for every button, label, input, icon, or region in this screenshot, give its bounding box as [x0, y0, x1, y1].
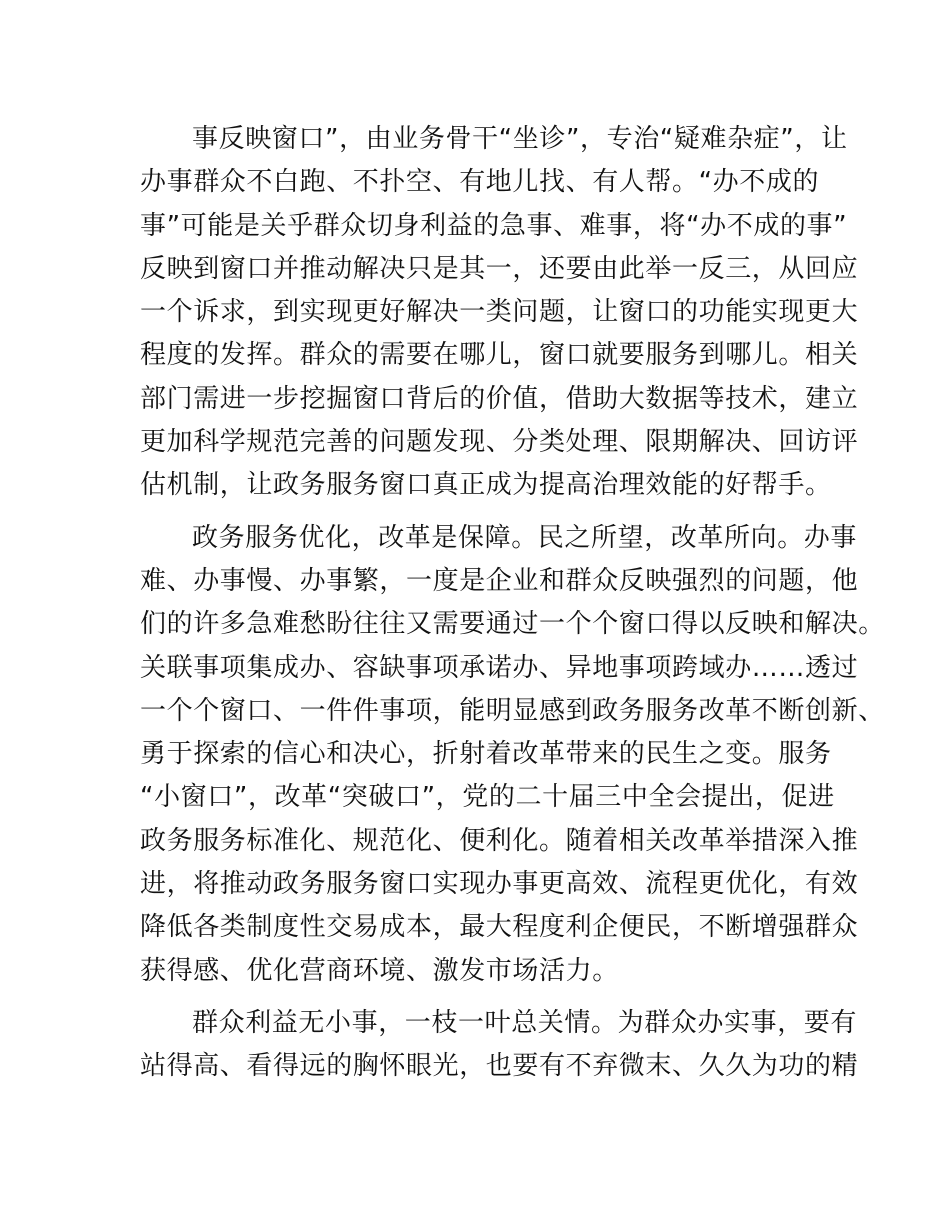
- paragraph-1: [140, 118, 859, 508]
- text-line: 获得感、优化营商环境、激发市场活力。: [140, 955, 619, 986]
- text-line: 难、办事慢、办事繁，一度是企业和群众反映强烈的问题，他: [140, 565, 859, 596]
- text-line: 更加科学规范完善的问题发现、分类处理、限期解决、回访评: [140, 427, 859, 458]
- text-line: 办事群众不白跑、不扑空、有地儿找、有人帮。“办不成的: [140, 167, 820, 198]
- text-line: 进，将推动政务服务窗口实现办事更高效、流程更优化，有效: [140, 869, 859, 900]
- document-page: [140, 118, 885, 1098]
- text-line: 一个诉求，到实现更好解决一类问题，让窗口的功能实现更大: [140, 297, 859, 328]
- text-line: 政务服务优化，改革是保障。民之所望，改革所向。办事: [192, 522, 858, 553]
- text-line: 勇于探索的信心和决心，折射着改革带来的民生之变。服务: [140, 739, 832, 770]
- paragraph-2: [140, 517, 885, 993]
- paragraph-3: [140, 1002, 859, 1089]
- text-line: 估机制，让政务服务窗口真正成为提高治理效能的好帮手。: [140, 470, 832, 501]
- text-line: 部门需进一步挖掘窗口背后的价值，借助大数据等技术，建立: [140, 383, 859, 414]
- text-line: 程度的发挥。群众的需要在哪儿，窗口就要服务到哪儿。相关: [140, 340, 859, 371]
- text-line: 事”可能是关乎群众切身利益的急事、难事，将“办不成的事”: [140, 210, 848, 241]
- text-line: 站得高、看得远的胸怀眼光，也要有不弃微末、久久为功的精: [140, 1051, 859, 1082]
- text-line: 一个个窗口、一件件事项，能明显感到政务服务改革不断创新、: [140, 695, 885, 726]
- text-line: 反映到窗口并推动解决只是其一，还要由此举一反三，从回应: [140, 253, 859, 284]
- text-line: 降低各类制度性交易成本，最大程度利企便民，不断增强群众: [140, 912, 859, 943]
- text-line: 事反映窗口”，由业务骨干“坐诊”，专治“疑难杂症”，让: [192, 124, 848, 154]
- text-line: 关联事项集成办、容缺事项承诺办、异地事项跨域办……透过: [140, 652, 859, 683]
- text-line: 政务服务标准化、规范化、便利化。随着相关改革举措深入推: [140, 825, 859, 856]
- text-line: “小窗口”，改革“突破口”，党的二十届三中全会提出，促进: [140, 782, 835, 813]
- text-line: 群众利益无小事，一枝一叶总关情。为群众办实事，要有: [192, 1007, 858, 1038]
- text-line: 们的许多急难愁盼往往又需要通过一个个窗口得以反映和解决。: [140, 609, 885, 640]
